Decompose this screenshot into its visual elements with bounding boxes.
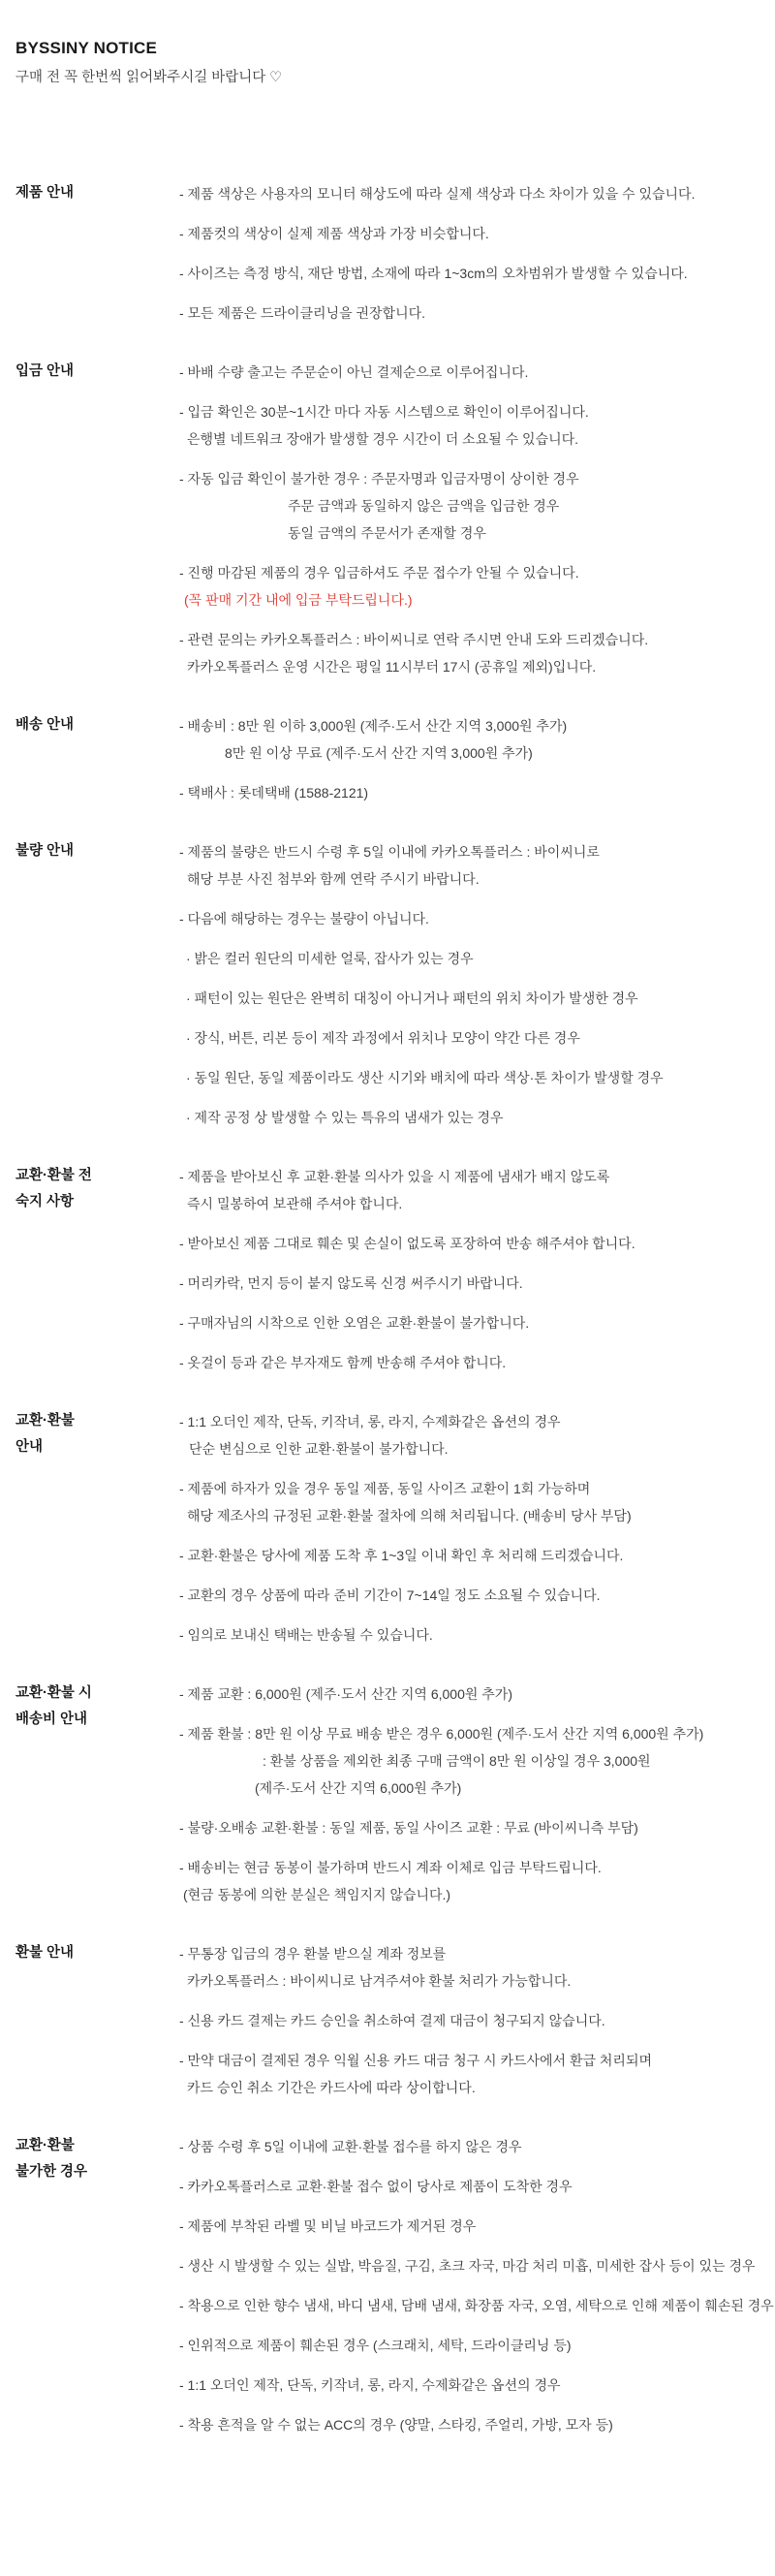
notice-line: 단순 변심으로 인한 교환·환불이 불가합니다. bbox=[189, 1441, 449, 1457]
section-exchange-shipping-fee bbox=[16, 1681, 758, 1908]
notice-item bbox=[179, 1814, 758, 1841]
notice-item bbox=[179, 180, 758, 207]
notice-item bbox=[179, 2411, 758, 2438]
section-title-line: 교환·환불 전 bbox=[16, 1168, 92, 1183]
section-title-line: 교환·환불 시 bbox=[16, 1685, 92, 1701]
notice-line: - 교환의 경우 상품에 따라 준비 기간이 7~14일 정도 소요될 수 있습니다. bbox=[179, 1587, 601, 1603]
notice-line: - 모든 제품은 드라이클리닝을 권장합니다. bbox=[179, 305, 426, 321]
notice-item bbox=[179, 398, 758, 453]
notice-line: - 다음에 해당하는 경우는 불량이 아닙니다. bbox=[179, 911, 429, 927]
section-content bbox=[179, 1408, 758, 1649]
section-title-line: 환불 안내 bbox=[16, 1945, 75, 1961]
notice-line: · 장식, 버튼, 리본 등이 제작 과정에서 위치나 모양이 약간 다른 경우 bbox=[186, 1030, 580, 1046]
notice-item bbox=[179, 1230, 758, 1257]
section-content bbox=[179, 1163, 758, 1376]
notice-item bbox=[179, 1582, 758, 1609]
section-title bbox=[16, 359, 179, 385]
notice-item bbox=[179, 1024, 758, 1052]
notice-item bbox=[179, 1309, 758, 1336]
notice-item bbox=[179, 1542, 758, 1569]
section-pre-exchange-notice bbox=[16, 1163, 758, 1376]
notice-line: - 착용으로 인한 향수 냄새, 바디 냄새, 담배 냄새, 화장품 자국, 오염, 세탁으로 인해 제품이 훼손된 경우 bbox=[179, 2298, 774, 2313]
notice-item bbox=[179, 1621, 758, 1649]
section-product-info bbox=[16, 180, 758, 327]
notice-line: (제주·도서 산간 지역 6,000원 추가) bbox=[255, 1780, 462, 1796]
section-content bbox=[179, 712, 758, 806]
notice-item bbox=[179, 2133, 758, 2160]
notice-line: - 옷걸이 등과 같은 부자재도 함께 반송해 주셔야 합니다. bbox=[179, 1355, 507, 1370]
section-content bbox=[179, 2133, 774, 2438]
notice-line: - 착용 흔적을 알 수 없는 ACC의 경우 (양말, 스타킹, 주얼리, 가방, 모자 등) bbox=[179, 2417, 613, 2433]
notice-line: · 제작 공정 상 발생할 수 있는 특유의 냄새가 있는 경우 bbox=[186, 1110, 504, 1125]
notice-line: - 카카오톡플러스로 교환·환불 접수 없이 당사로 제품이 도착한 경우 bbox=[179, 2179, 573, 2194]
notice-line: 카드 승인 취소 기간은 카드사에 따라 상이합니다. bbox=[187, 2080, 476, 2095]
section-title-line: 입금 안내 bbox=[16, 363, 75, 379]
notice-item bbox=[179, 1720, 758, 1802]
notice-line: 카카오톡플러스 : 바이씨니로 남겨주셔야 환불 처리가 가능합니다. bbox=[187, 1973, 572, 1989]
section-title-line: 배송 안내 bbox=[16, 717, 75, 733]
notice-line: · 패턴이 있는 원단은 완벽히 대칭이 아니거나 패턴의 위치 차이가 발생한 경우 bbox=[186, 990, 638, 1006]
notice-item bbox=[179, 1270, 758, 1297]
notice-item bbox=[179, 779, 758, 806]
notice-line: - 제품에 부착된 라벨 및 비닐 바코드가 제거된 경우 bbox=[179, 2218, 477, 2234]
notice-line: - 임의로 보내신 택배는 반송될 수 있습니다. bbox=[179, 1627, 433, 1643]
section-exchange-refund-info bbox=[16, 1408, 758, 1649]
notice-line: - 교환·환불은 당사에 제품 도착 후 1~3일 이내 확인 후 처리해 드리겠습니다. bbox=[179, 1548, 624, 1563]
notice-item bbox=[179, 299, 758, 327]
notice-line: 은행별 네트워크 장애가 발생할 경우 시간이 더 소요될 수 있습니다. bbox=[187, 431, 579, 447]
notice-line: - 제품을 받아보신 후 교환·환불 의사가 있을 시 제품에 냄새가 배지 않도록 bbox=[179, 1169, 610, 1184]
section-defect-info bbox=[16, 838, 758, 1131]
section-title bbox=[16, 1681, 179, 1733]
section-title bbox=[16, 1163, 179, 1215]
notice-line: - 만약 대금이 결제된 경우 익월 신용 카드 대금 청구 시 카드사에서 환급 처리되며 bbox=[179, 2053, 652, 2068]
page-subtitle: 구매 전 꼭 한번씩 읽어봐주시길 바랍니다 ♡ bbox=[16, 70, 283, 85]
section-title-line: 불가한 경우 bbox=[16, 2164, 88, 2180]
notice-item bbox=[179, 2292, 774, 2319]
notice-item bbox=[179, 1854, 758, 1908]
notice-line: - 받아보신 제품 그대로 훼손 및 손실이 없도록 포장하여 반송 해주셔야 합니다. bbox=[179, 1236, 636, 1251]
notice-line: - 불량·오배송 교환·환불 : 동일 제품, 동일 사이즈 교환 : 무료 (바이씨니측 부담) bbox=[179, 1820, 638, 1836]
notice-line: · 동일 원단, 동일 제품이라도 생산 시기와 배치에 따라 색상·톤 차이가 발생할 경우 bbox=[186, 1070, 664, 1085]
notice-line: - 무통장 입금의 경우 환불 받으실 계좌 정보를 bbox=[179, 1946, 447, 1962]
notice-line: - 자동 입금 확인이 불가한 경우 : 주문자명과 입금자명이 상이한 경우 bbox=[179, 471, 579, 487]
notice-item bbox=[179, 1064, 758, 1091]
section-title-line: 교환·환불 bbox=[16, 1413, 75, 1429]
section-content bbox=[179, 180, 758, 327]
section-title-line: 숙지 사항 bbox=[16, 1194, 75, 1209]
notice-line: 카카오톡플러스 운영 시간은 평일 11시부터 17시 (공휴일 제외)입니다. bbox=[187, 659, 597, 675]
notice-line: - 제품 환불 : 8만 원 이상 무료 배송 받은 경우 6,000원 (제주·도서 산간 지역 6,000원 추가) bbox=[179, 1726, 704, 1742]
notice-line: - 배송비는 현금 동봉이 불가하며 반드시 계좌 이체로 입금 부탁드립니다. bbox=[179, 1860, 602, 1875]
notice-line: - 관련 문의는 카카오톡플러스 : 바이씨니로 연락 주시면 안내 도와 드리겠습니다. bbox=[179, 632, 649, 647]
notice-line: - 택배사 : 롯데택배 (1588-2121) bbox=[179, 785, 369, 801]
section-content bbox=[179, 1940, 758, 2101]
notice-item bbox=[179, 2332, 758, 2359]
notice-item bbox=[179, 985, 758, 1012]
notice-item bbox=[179, 465, 758, 547]
notice-line: - 인위적으로 제품이 훼손된 경우 (스크래치, 세탁, 드라이클리닝 등) bbox=[179, 2338, 572, 2353]
notice-line: - 1:1 오더인 제작, 단독, 키작녀, 롱, 라지, 수제화같은 옵션의 경우 bbox=[179, 1414, 561, 1429]
notice-item bbox=[179, 1163, 758, 1217]
section-exchange-not-allowed bbox=[16, 2133, 774, 2438]
notice-line: 8만 원 이상 무료 (제주·도서 산간 지역 3,000원 추가) bbox=[225, 745, 533, 761]
section-title-line: 제품 안내 bbox=[16, 185, 75, 201]
notice-line: - 제품의 불량은 반드시 수령 후 5일 이내에 카카오톡플러스 : 바이씨니로 bbox=[179, 844, 600, 860]
section-title bbox=[16, 2133, 179, 2185]
section-title bbox=[16, 1408, 179, 1461]
notice-item bbox=[179, 1408, 758, 1462]
notice-item bbox=[179, 712, 758, 767]
notice-line: - 구매자님의 시착으로 인한 오염은 교환·환불이 불가합니다. bbox=[179, 1315, 530, 1331]
notice-line: - 사이즈는 측정 방식, 재단 방법, 소재에 따라 1~3cm의 오차범위가 발생할 수 있습니다. bbox=[179, 266, 688, 281]
notice-line: (현금 동봉에 의한 분실은 책임지지 않습니다.) bbox=[183, 1887, 451, 1902]
notice-item bbox=[179, 1349, 758, 1376]
section-refund-info bbox=[16, 1940, 758, 2101]
notice-line: - 제품컷의 색상이 실제 제품 색상과 가장 비슷합니다. bbox=[179, 226, 489, 241]
section-title bbox=[16, 712, 179, 738]
section-content bbox=[179, 359, 758, 680]
section-content bbox=[179, 838, 758, 1131]
notice-line: - 입금 확인은 30분~1시간 마다 자동 시스템으로 확인이 이루어집니다. bbox=[179, 404, 589, 420]
notice-item bbox=[179, 359, 758, 386]
notice-line: : 환불 상품을 제외한 최종 구매 금액이 8만 원 이상일 경우 3,000원 bbox=[263, 1753, 651, 1769]
sections bbox=[16, 180, 774, 2438]
notice-line: - 머리카락, 먼지 등이 붙지 않도록 신경 써주시기 바랍니다. bbox=[179, 1275, 523, 1291]
notice-line: 즉시 밀봉하여 보관해 주셔야 합니다. bbox=[187, 1196, 403, 1211]
notice-line: 동일 금액의 주문서가 존재할 경우 bbox=[288, 525, 486, 541]
notice-line: · 밝은 컬러 원단의 미세한 얼룩, 잡사가 있는 경우 bbox=[186, 951, 474, 966]
notice-item bbox=[179, 2372, 758, 2399]
notice-item bbox=[179, 2007, 758, 2034]
section-content bbox=[179, 1681, 758, 1908]
notice-line: - 진행 마감된 제품의 경우 입금하셔도 주문 접수가 안될 수 있습니다. bbox=[179, 565, 579, 581]
notice-item bbox=[179, 626, 758, 680]
notice-line: 주문 금액과 동일하지 않은 금액을 입금한 경우 bbox=[288, 498, 560, 514]
section-title-line: 불량 안내 bbox=[16, 843, 75, 859]
notice-line: - 배송비 : 8만 원 이하 3,000원 (제주·도서 산간 지역 3,000원 추가) bbox=[179, 718, 568, 734]
notice-item bbox=[179, 220, 758, 247]
section-title-line: 배송비 안내 bbox=[16, 1712, 88, 1727]
notice-line: - 신용 카드 결제는 카드 승인을 취소하여 결제 대금이 청구되지 않습니다. bbox=[179, 2013, 605, 2028]
notice-line: - 제품 색상은 사용자의 모니터 해상도에 따라 실제 색상과 다소 차이가 있을 수 있습니다. bbox=[179, 186, 696, 202]
notice-item bbox=[179, 2047, 758, 2101]
section-title bbox=[16, 180, 179, 206]
notice-line: 해당 부분 사진 첨부와 함께 연락 주시기 바랍니다. bbox=[187, 871, 480, 887]
notice-line: - 생산 시 발생할 수 있는 실밥, 박음질, 구김, 초크 자국, 마감 처리 미흡, 미세한 잡사 등이 있는 경우 bbox=[179, 2258, 756, 2274]
notice-line: 해당 제조사의 규정된 교환·환불 절차에 의해 처리됩니다. (배송비 당사 부담) bbox=[187, 1508, 632, 1524]
notice-item bbox=[179, 1940, 758, 1995]
notice-item bbox=[179, 1104, 758, 1131]
notice-line: - 바배 수량 출고는 주문순이 아닌 결제순으로 이루어집니다. bbox=[179, 364, 529, 380]
notice-line: - 상품 수령 후 5일 이내에 교환·환불 접수를 하지 않은 경우 bbox=[179, 2139, 522, 2154]
notice-item bbox=[179, 905, 758, 932]
section-title-line: 교환·환불 bbox=[16, 2138, 75, 2153]
section-title bbox=[16, 1940, 179, 1966]
notice-item bbox=[179, 2173, 758, 2200]
section-shipping-info bbox=[16, 712, 758, 806]
notice-line: - 1:1 오더인 제작, 단독, 키작녀, 롱, 라지, 수제화같은 옵션의 경우 bbox=[179, 2377, 561, 2393]
notice-item bbox=[179, 559, 758, 613]
section-title-line: 안내 bbox=[16, 1439, 44, 1455]
notice-item bbox=[179, 260, 758, 287]
notice-item bbox=[179, 2213, 758, 2240]
section-payment-info bbox=[16, 359, 758, 680]
notice-item bbox=[179, 838, 758, 893]
notice-line: - 제품 교환 : 6,000원 (제주·도서 산간 지역 6,000원 추가) bbox=[179, 1686, 512, 1702]
section-title bbox=[16, 838, 179, 864]
page-title: BYSSINY NOTICE bbox=[16, 39, 158, 57]
notice-item bbox=[179, 945, 758, 972]
notice-line: - 제품에 하자가 있을 경우 동일 제품, 동일 사이즈 교환이 1회 가능하며 bbox=[179, 1481, 591, 1496]
notice-line: (꼭 판매 기간 내에 입금 부탁드립니다.) bbox=[184, 592, 413, 608]
notice-item bbox=[179, 1681, 758, 1708]
notice-item bbox=[179, 1475, 758, 1529]
notice-item bbox=[179, 2252, 758, 2279]
